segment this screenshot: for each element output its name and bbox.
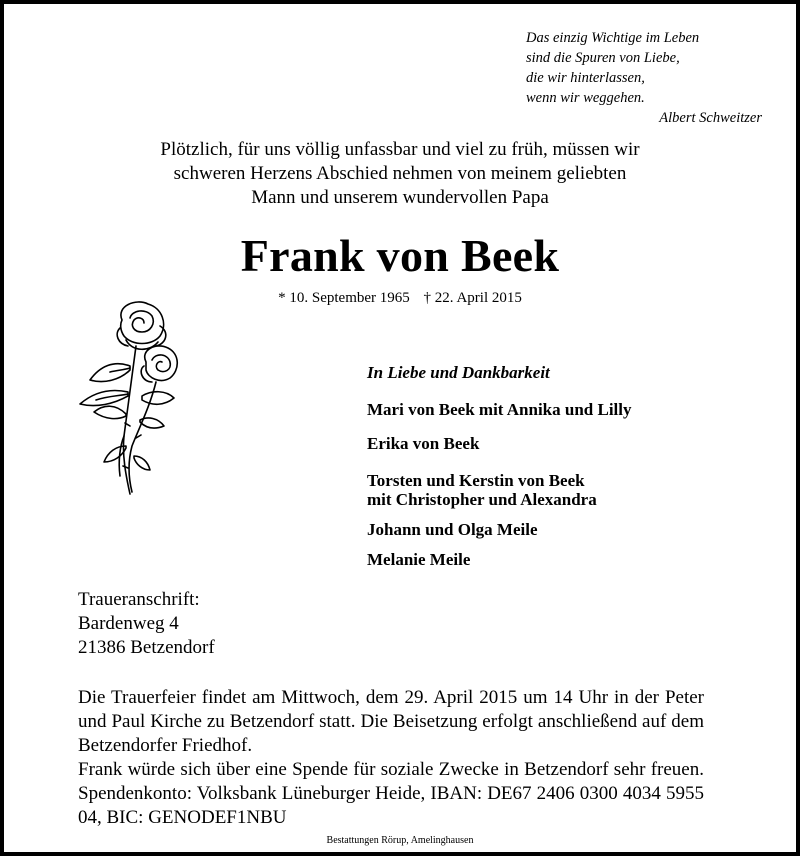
quote-line: die wir hinterlassen, <box>526 70 645 86</box>
mourner-entry: Torsten und Kerstin von Beek <box>367 471 585 490</box>
mourner-entry: Mari von Beek mit Annika und Lilly <box>367 400 632 419</box>
quote-line: Das einzig Wichtige im Leben <box>526 30 700 46</box>
address-city: 21386 Betzendorf <box>78 637 215 658</box>
mourner-entry: Johann und Olga Meile <box>367 520 538 539</box>
address-street: Bardenweg 4 <box>78 613 179 634</box>
intro-line: Plötzlich, für uns völlig unfassbar und viel zu früh, müssen wir <box>160 139 640 160</box>
death-date: † 22. April 2015 <box>423 290 522 306</box>
quote-line: sind die Spuren von Liebe, <box>526 50 680 66</box>
quote-block <box>526 28 766 128</box>
quote-line: wenn wir weggehen. <box>526 90 645 106</box>
address-label: Traueranschrift: <box>78 589 200 610</box>
mourner-entry: Erika von Beek <box>367 434 480 453</box>
mourners-list <box>367 362 747 569</box>
mourner-entry: Melanie Meile <box>367 550 471 569</box>
rose-icon <box>70 296 182 498</box>
birth-date: * 10. September 1965 <box>278 290 410 306</box>
mourning-address <box>78 588 215 660</box>
ceremony-text: Die Trauerfeier findet am Mittwoch, dem 29. April 2015 um 14 Uhr in der Peter und Paul Kirche zu Betzendorf statt. Die Beisetzung erfolgt anschließend auf dem Betzendorfer Friedhof. <box>78 687 704 756</box>
deceased-name: Frank von Beek <box>240 230 560 281</box>
quote-author: Albert Schweitzer <box>659 110 762 126</box>
mourners-heading: In Liebe und Dankbarkeit <box>367 363 550 382</box>
ceremony-details <box>78 686 704 830</box>
funeral-home: Bestattungen Rörup, Amelinghausen <box>326 835 474 846</box>
intro-text <box>4 138 796 210</box>
mourner-entry: mit Christopher und Alexandra <box>367 490 597 509</box>
intro-line: Mann und unserem wundervollen Papa <box>251 187 549 208</box>
donation-text: Frank würde sich über eine Spende für soziale Zwecke in Betzendorf sehr freuen. Spendenkonto: Volksbank Lüneburger Heide, IBAN: DE67 2406 0300 4034 5955 04, BIC: GENODEF1NBU <box>78 759 704 828</box>
intro-line: schweren Herzens Abschied nehmen von meinem geliebten <box>173 163 627 184</box>
